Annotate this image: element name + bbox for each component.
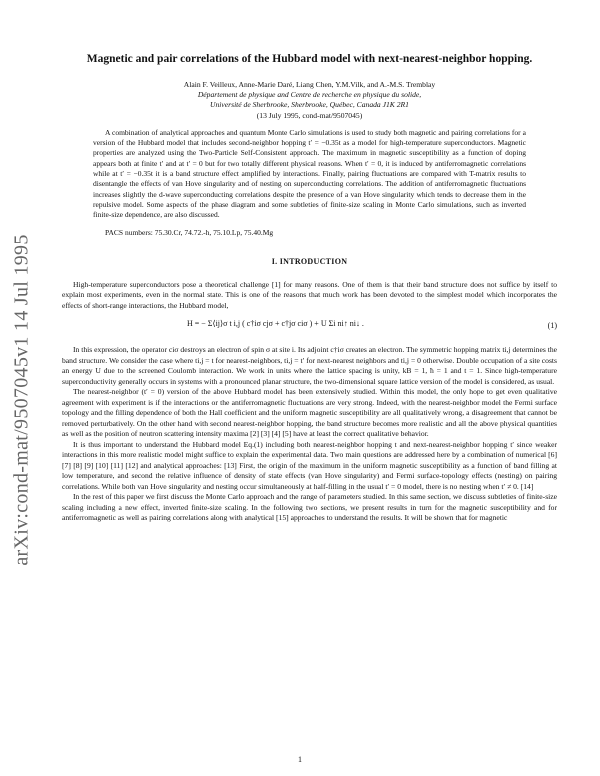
arxiv-stamp <box>8 234 36 566</box>
pacs-numbers: PACS numbers: 75.30.Cr, 74.72.-h, 75.10.Lp, 75.40.Mg <box>105 228 274 238</box>
hamiltonian-equation <box>62 315 557 341</box>
intro-paragraph-4: It is thus important to understand the Hubbard model Eq.(1) including both nearest-neighbor hopping t and next-nearest-neighbor hopping t′ since weaker interactions in this more realistic model might suffice to explain the experimental data. Two main questions are addressed here by a combination of numerical [6] [7] [8] [9] [10] [11] [12] and analytical approaches: [13] First, the origin of the maximum in the uniform magnetic susceptibility as a function of band filling at low temperature, and second the relative influence of density of state effects (van Hove singularity) and Fermi surface-topology effects (nesting) on pairing correlations. While both van Hove singularity and nesting occur simultaneously at half-filling in the usual t′ = 0 model, there is no nesting when t′ ≠ 0. [14] <box>62 439 557 491</box>
affiliation-line-2: Université de Sherbrooke, Sherbrooke, Québec, Canada J1K 2R1 <box>210 100 409 110</box>
paper-page <box>62 52 557 524</box>
intro-paragraph-2: In this expression, the operator ciσ destroys an electron of spin σ at site i. Its adjoint c†iσ creates an electron. The symmetric hopping matrix ti,j determines the band structure. We consider the case where ti,j = t for nearest-neighbors, ti,j = t′ for next-nearest neighbors and ti,j = 0 otherwise. Double occupation of a site costs an energy U due to the screened Coulomb interaction. We work in units where the lattice spacing is unity, kB = 1, ħ = 1 and t = 1. Since high-temperature superconductivity generally occurs in systems with a pronounced planar structure, the two-dimensional square lattice version of the model is considered, as usual. <box>62 345 557 386</box>
equation-body: H = − Σ⟨ij⟩σ t i,j ( c†iσ cjσ + c†jσ ciσ ) + U Σi ni↑ ni↓ . <box>187 319 364 329</box>
equation-number: (1) <box>547 321 557 331</box>
section-heading: I. INTRODUCTION <box>271 256 348 266</box>
intro-paragraph-1: High-temperature superconductors pose a theoretical challenge [1] for many reasons. One of them is that their band structure does not suffice by itself to explain most experiments, even in the normal state. This is one of the reasons that much work has been devoted to the simplest model which incorporates the effects of short-range interactions, the Hubbard model, <box>62 279 557 310</box>
author-list: Alain F. Veilleux, Anne-Marie Daré, Liang Chen, Y.M.Vilk, and A.-M.S. Tremblay <box>183 80 436 89</box>
intro-paragraph-3: The nearest-neighbor (t′ = 0) version of the above Hubbard model has been extensively studied. Within this model, the only hope to get even qualitative agreement with experiment is if the interactions or the antiferromagnetic fluctuations are very strong. Indeed, with the nearest-neighbor model the Fermi surface topology and the filling dependence of both the Hall coefficient and the uniform magnetic susceptibility are all qualitatively wrong, a disagreement that cannot be removed perturbatively. On the other hand with second nearest-neighbor hopping, the band structure becomes more realistic and all the above physical quantities as well as the position of neutron scattering intensity maxima [2] [3] [4] [5] have at least the correct qualitative behavior. <box>62 387 557 439</box>
paper-title: Magnetic and pair correlations of the Hubbard model with next-nearest-neighbor hopping. <box>86 53 533 65</box>
abstract: A combination of analytical approaches and quantum Monte Carlo simulations is used to study both magnetic and pairing correlations for a version of the Hubbard model that includes second-neighbor hopping t′ = −0.35t as a model for high-temperature superconductors. Magnetic properties are analyzed using the Two-Particle Self-Consistent approach. The maximum in magnetic susceptibility as a function of doping appears both at finite t′ and at t′ = 0 but for two totally different physical reasons. When t′ = 0, it is induced by antiferromagnetic correlations while at t′ = −0.35t it is a band structure effect amplified by interactions. Finally, pairing fluctuations are compared with T-matrix results to disentangle the effects of van Hove singularity and of nesting on superconducting correlations. The addition of antiferromagnetic fluctuations increases slightly the d-wave superconducting correlations despite the presence of a van Hove singularity which tends to decrease them in the repulsive model. Some aspects of the phase diagram and some subtleties of finite-size scaling in Monte Carlo simulations, such as inverted finite-size dependence, are also discussed. <box>93 127 526 220</box>
arxiv-identifier: arXiv:cond-mat/9507045v1 14 Jul 1995 <box>10 234 33 566</box>
page-number: 1 <box>298 755 302 764</box>
affiliation-line-1: Département de physique and Centre de recherche en physique du solide, <box>197 90 422 100</box>
date-line: (13 July 1995, cond-mat/9507045) <box>256 110 363 120</box>
intro-paragraph-5: In the rest of this paper we first discuss the Monte Carlo approach and the range of parameters studied. In this same section, we discuss subtleties of finite-size scaling including a new effect, inverted finite-size scaling. In the following two sections, we present results in turn for the magnetic susceptibility and for antiferromagnetic as well as pairing correlations along with analytical [15] approaches to understand the results. It will be shown that for magnetic <box>62 492 557 523</box>
